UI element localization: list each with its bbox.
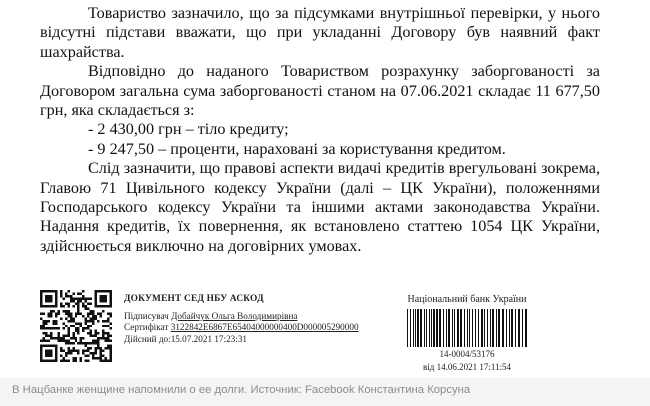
qr-code (40, 290, 112, 362)
signer-name: Добайчук Ольга Володимирівна (171, 311, 298, 322)
registration-block (392, 294, 542, 373)
letter-body (40, 4, 600, 256)
photo-caption: В Нацбанке женщине напомнили о ее долги. Источник: Facebook Константина Корсуна (12, 384, 471, 396)
signer-label: Підписувач (124, 311, 169, 322)
list-item-principal: - 2 430,00 грн – тіло кредиту; (88, 120, 289, 139)
paragraph-fraud-check: Товариство зазначило, що за підсумками внутрішньої перевірки, у нього відсутні підстави вважати, що при укладанні Договору був наявний факт шахрайства. (40, 4, 600, 61)
list-item-interest: - 9 247,50 – проценти, нараховані за користування кредитом. (88, 139, 506, 158)
paragraph-legal-basis: Слід зазначити, що правові аспекти видачі кредитів врегульовані зокрема, Главою 71 Цивільного кодексу України (далі – ЦК України), положеннями Господарського кодексу України та іншими актами законодавства України. Надання кредитів, їх повернення, як встановлено статтею 1054 ЦК України, здійснюється виключно на договірних умовах. (40, 159, 600, 255)
paragraph-debt-total: Відповідно до наданого Товариством розрахунку заборгованості за Договором загальна сума заборгованості станом на 07.06.2021 складає 11 677,50 грн, яка складається з: (40, 62, 600, 120)
validity-date: 15.07.2021 17:23:31 (170, 333, 247, 344)
barcode (405, 309, 529, 347)
registration-number: 14-0004/53176 (439, 349, 495, 359)
signature-title: ДОКУМЕНТ СЕД НБУ АСКОД (124, 294, 264, 304)
digital-signature-stamp (124, 294, 424, 345)
certificate-row (124, 322, 424, 333)
validity-row (124, 334, 424, 345)
signer-row (124, 311, 424, 322)
bank-name: Національний банк України (407, 294, 527, 305)
certificate-label: Сертифікат (124, 322, 169, 333)
certificate-number: 3122842E6867E65404000000400D000005290000 (170, 322, 359, 333)
registration-date: від 14.06.2021 17:11:54 (423, 362, 511, 372)
validity-label: Дійсний до: (124, 333, 171, 344)
